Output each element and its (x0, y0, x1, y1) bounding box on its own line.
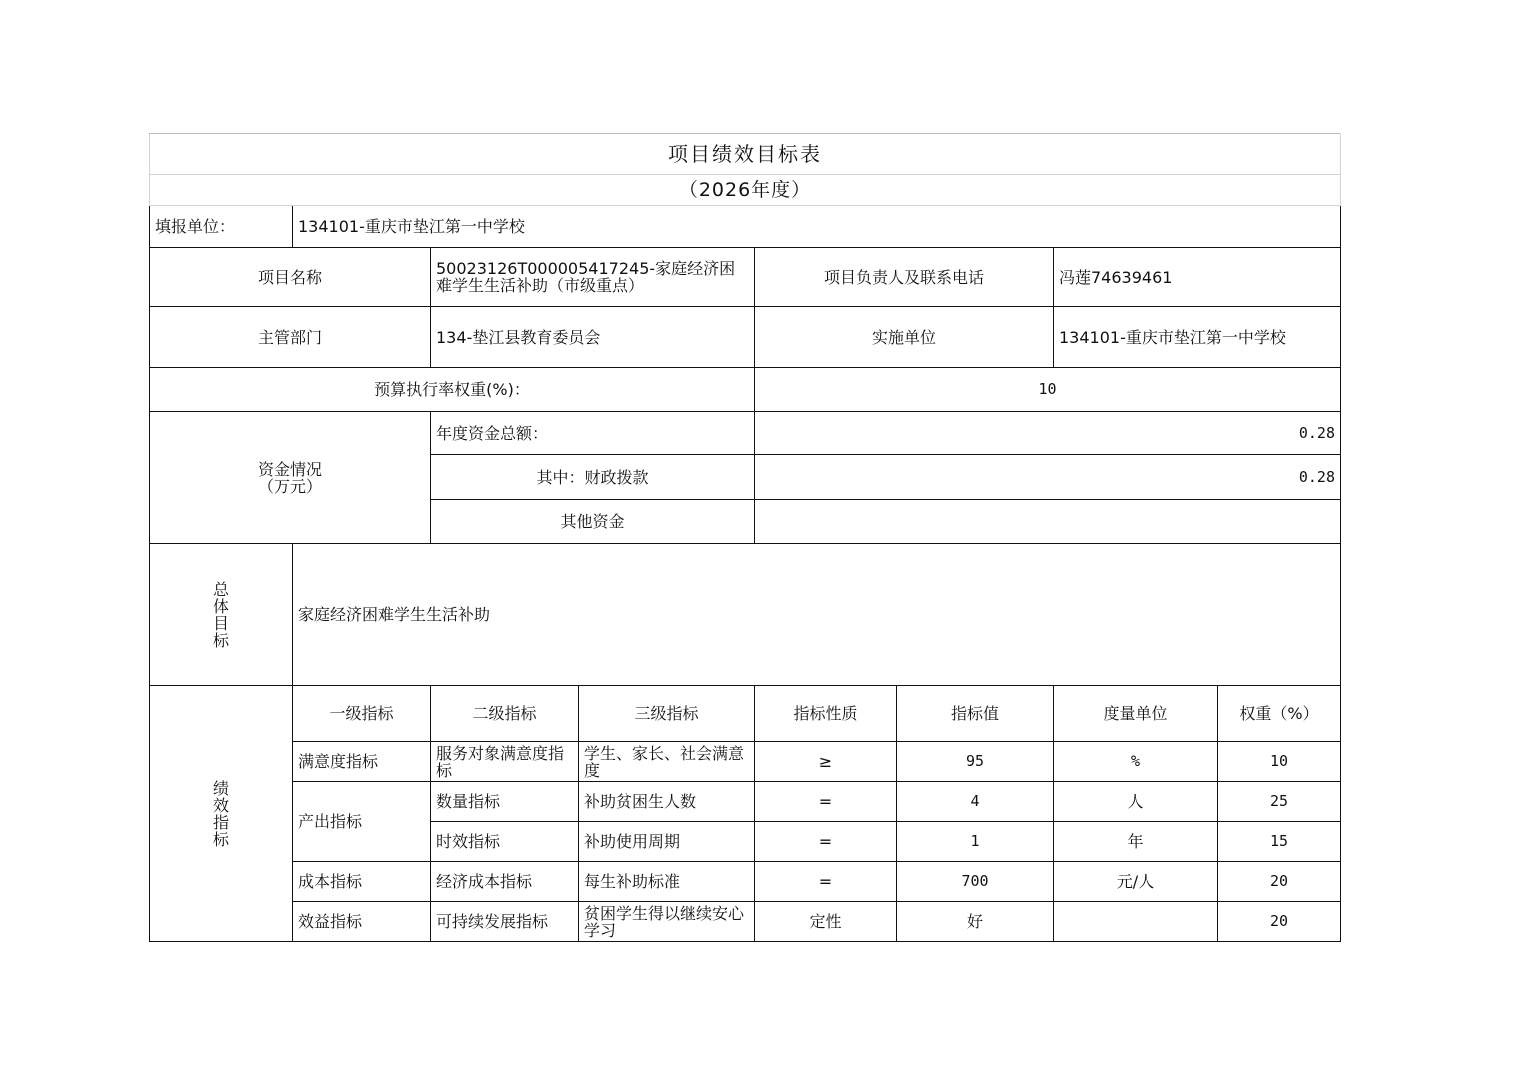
indicator-weight: 10 (1218, 742, 1341, 782)
header-level2: 二级指标 (431, 686, 579, 742)
indicator-value: 1 (897, 822, 1054, 862)
indicator-nature: = (755, 822, 897, 862)
header-level3: 三级指标 (579, 686, 755, 742)
indicators-label (150, 686, 293, 942)
project-name-label: 项目名称 (150, 248, 431, 307)
table-row (150, 902, 1341, 942)
budget-weight-value: 10 (755, 368, 1341, 412)
indicator-level1: 成本指标 (293, 862, 431, 902)
indicator-level1: 产出指标 (293, 782, 431, 862)
header-weight: 权重（%） (1218, 686, 1341, 742)
department-label: 主管部门 (150, 307, 431, 368)
indicators-char: 效 (212, 795, 229, 815)
budget-weight-label: 预算执行率权重(%)： (150, 368, 755, 412)
performance-goal-table (149, 133, 1341, 942)
indicator-level2: 经济成本指标 (431, 862, 579, 902)
indicators-char: 指 (212, 812, 229, 832)
overall-goal-char: 标 (212, 630, 229, 650)
indicator-weight: 25 (1218, 782, 1341, 822)
overall-goal-char: 体 (212, 596, 229, 616)
funds-other-label: 其他资金 (431, 500, 755, 544)
funds-fiscal-label: 其中：财政拨款 (431, 455, 755, 500)
indicator-level3: 学生、家长、社会满意度 (579, 742, 755, 782)
table-title: 项目绩效目标表 (150, 134, 1341, 175)
implementing-unit-value: 134101-重庆市垫江第一中学校 (1054, 307, 1341, 368)
project-leader-label: 项目负责人及联系电话 (755, 248, 1054, 307)
overall-goal-char: 总 (212, 579, 229, 599)
table-row (150, 742, 1341, 782)
overall-goal-char: 目 (212, 613, 229, 633)
funds-fiscal-value: 0.28 (755, 455, 1341, 500)
indicator-unit (1054, 902, 1218, 942)
indicator-level2: 可持续发展指标 (431, 902, 579, 942)
indicator-unit: 人 (1054, 782, 1218, 822)
indicator-level3: 补助使用周期 (579, 822, 755, 862)
indicator-nature: 定性 (755, 902, 897, 942)
funds-other-value (755, 500, 1341, 544)
funds-total-value: 0.28 (755, 412, 1341, 455)
indicator-level2: 服务对象满意度指标 (431, 742, 579, 782)
funds-label-line1: 资金情况 (257, 459, 322, 479)
indicators-char: 标 (212, 829, 229, 849)
indicators-char: 绩 (212, 778, 229, 798)
indicator-level1: 满意度指标 (293, 742, 431, 782)
indicator-unit: 元/人 (1054, 862, 1218, 902)
overall-goal-label (150, 544, 293, 686)
reporting-unit-label: 填报单位： (150, 206, 293, 248)
indicator-nature: = (755, 782, 897, 822)
indicator-value: 4 (897, 782, 1054, 822)
indicator-weight: 20 (1218, 902, 1341, 942)
indicator-weight: 20 (1218, 862, 1341, 902)
table-subtitle: （2026年度） (150, 175, 1341, 206)
funds-label (150, 412, 431, 544)
header-value: 指标值 (897, 686, 1054, 742)
table-row (150, 782, 1341, 822)
indicator-level2: 时效指标 (431, 822, 579, 862)
indicator-level3: 每生补助标准 (579, 862, 755, 902)
indicator-level2: 数量指标 (431, 782, 579, 822)
indicator-nature: = (755, 862, 897, 902)
reporting-unit-value: 134101-重庆市垫江第一中学校 (293, 206, 1341, 248)
table-row (150, 862, 1341, 902)
indicator-value: 95 (897, 742, 1054, 782)
indicator-unit: % (1054, 742, 1218, 782)
indicator-weight: 15 (1218, 822, 1341, 862)
indicator-level3: 补助贫困生人数 (579, 782, 755, 822)
indicator-value: 好 (897, 902, 1054, 942)
header-unit: 度量单位 (1054, 686, 1218, 742)
implementing-unit-label: 实施单位 (755, 307, 1054, 368)
project-name-value: 50023126T000005417245-家庭经济困难学生生活补助（市级重点） (431, 248, 755, 307)
department-value: 134-垫江县教育委员会 (431, 307, 755, 368)
indicator-nature: ≥ (755, 742, 897, 782)
funds-label-line2: （万元） (257, 476, 322, 496)
header-nature: 指标性质 (755, 686, 897, 742)
indicator-level3: 贫困学生得以继续安心学习 (579, 902, 755, 942)
funds-total-label: 年度资金总额： (431, 412, 755, 455)
indicator-level1: 效益指标 (293, 902, 431, 942)
project-leader-value: 冯莲74639461 (1054, 248, 1341, 307)
overall-goal-value: 家庭经济困难学生生活补助 (293, 544, 1341, 686)
indicator-value: 700 (897, 862, 1054, 902)
header-level1: 一级指标 (293, 686, 431, 742)
indicator-unit: 年 (1054, 822, 1218, 862)
